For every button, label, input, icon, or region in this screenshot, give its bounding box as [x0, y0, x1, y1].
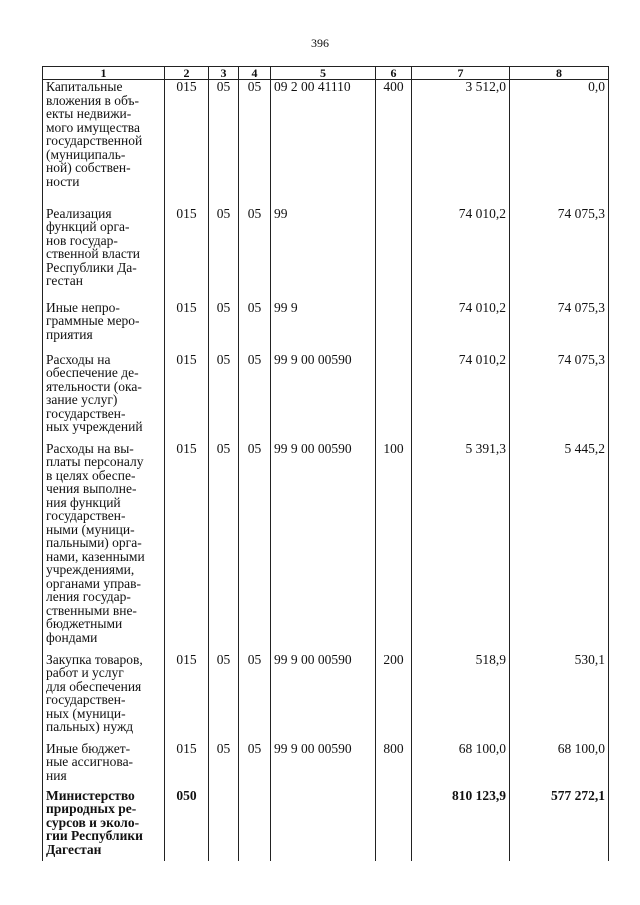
name-line: Расходы на вы- — [46, 440, 134, 456]
cell-subsection: 05 — [239, 301, 271, 353]
cell-sum-year2: 74 075,3 — [510, 353, 609, 442]
cell-expense-type: 400 — [376, 80, 412, 207]
cell-expense-type — [376, 789, 412, 861]
cell-sum-year1: 518,9 — [412, 653, 510, 742]
table-row — [43, 653, 609, 742]
cell-admin: 015 — [165, 742, 209, 789]
name-line: вложения в объ- — [46, 92, 140, 108]
cell-sum-year1: 74 010,2 — [412, 207, 510, 301]
name-line: ния — [46, 767, 67, 783]
name-line: ления государ- — [46, 589, 131, 604]
table-row — [43, 353, 609, 442]
cell-target-article: 99 9 00 00590 — [271, 742, 376, 789]
name-line: работ и услуг — [46, 665, 124, 680]
cell-sum-year2: 0,0 — [510, 80, 609, 207]
name-line: Министерство — [46, 787, 135, 803]
name-line: учреждениями, — [46, 562, 135, 577]
cell-admin: 015 — [165, 442, 209, 653]
cell-admin: 015 — [165, 207, 209, 301]
cell-name — [43, 742, 165, 789]
cell-sum-year1: 74 010,2 — [412, 353, 510, 442]
name-line: ственной власти — [46, 246, 141, 261]
cell-expense-type — [376, 353, 412, 442]
cell-sum-year1: 68 100,0 — [412, 742, 510, 789]
table-row — [43, 80, 609, 207]
cell-section: 05 — [209, 207, 239, 301]
name-line: природных ре- — [46, 801, 137, 816]
name-line: органами управ- — [46, 575, 141, 591]
name-line: платы персоналу — [46, 454, 144, 469]
name-line: пальными) орга- — [46, 535, 142, 550]
cell-name — [43, 80, 165, 207]
cell-sum-year1: 810 123,9 — [412, 789, 510, 861]
cell-name — [43, 301, 165, 353]
column-header: 1 — [43, 67, 165, 80]
name-line: Республики Да- — [46, 259, 137, 275]
name-line: ной) собствен- — [46, 160, 131, 175]
cell-expense-type — [376, 207, 412, 301]
table-row — [43, 742, 609, 789]
name-line: ных учреждений — [46, 419, 143, 434]
cell-target-article: 99 9 00 00590 — [271, 353, 376, 442]
cell-section: 05 — [209, 301, 239, 353]
name-line: Иные бюджет- — [46, 740, 131, 756]
cell-section: 05 — [209, 80, 239, 207]
name-line: гии Республики — [46, 828, 143, 843]
cell-section: 05 — [209, 653, 239, 742]
column-header: 3 — [209, 67, 239, 80]
name-line: граммные меро- — [46, 313, 140, 328]
cell-section: 05 — [209, 353, 239, 442]
name-line: для обеспечения — [46, 678, 142, 694]
name-line: государствен- — [46, 692, 126, 707]
cell-admin: 015 — [165, 353, 209, 442]
name-line: пальных) нужд — [46, 719, 134, 734]
cell-sum-year1: 3 512,0 — [412, 80, 510, 207]
name-line: государственной — [46, 133, 143, 148]
column-header: 5 — [271, 67, 376, 80]
cell-section: 05 — [209, 442, 239, 653]
name-line: Дагестан — [46, 841, 102, 857]
name-line: функций орга- — [46, 219, 130, 234]
name-line: нов государ- — [46, 232, 118, 248]
cell-name — [43, 442, 165, 653]
cell-sum-year2: 68 100,0 — [510, 742, 609, 789]
cell-name — [43, 353, 165, 442]
cell-target-article: 99 9 — [271, 301, 376, 353]
page-number: 396 — [311, 36, 329, 50]
cell-subsection: 05 — [239, 80, 271, 207]
name-line: мого имущества — [46, 119, 140, 135]
name-line: гестан — [46, 273, 83, 288]
name-line: фондами — [46, 629, 98, 645]
header-row — [43, 67, 609, 80]
name-line: ния функций — [46, 494, 121, 510]
cell-name — [43, 789, 165, 861]
cell-expense-type — [376, 301, 412, 353]
column-header: 6 — [376, 67, 412, 80]
table-body — [43, 80, 609, 861]
column-header: 2 — [165, 67, 209, 80]
cell-expense-type: 800 — [376, 742, 412, 789]
cell-target-article — [271, 789, 376, 861]
name-line: бюджетными — [46, 616, 123, 631]
table-row — [43, 207, 609, 301]
cell-subsection: 05 — [239, 207, 271, 301]
cell-name — [43, 207, 165, 301]
cell-admin: 015 — [165, 653, 209, 742]
cell-admin: 050 — [165, 789, 209, 861]
cell-subsection: 05 — [239, 742, 271, 789]
cell-sum-year2: 5 445,2 — [510, 442, 609, 653]
cell-admin: 015 — [165, 80, 209, 207]
name-line: зание услуг) — [46, 392, 118, 407]
cell-admin: 015 — [165, 301, 209, 353]
name-line: сурсов и эколо- — [46, 814, 140, 830]
name-line: государствен- — [46, 508, 126, 523]
cell-subsection: 05 — [239, 442, 271, 653]
cell-expense-type: 100 — [376, 442, 412, 653]
name-line: в целях обеспе- — [46, 467, 136, 483]
name-line: Капитальные — [46, 79, 123, 94]
name-line: ными (муници- — [46, 521, 135, 537]
name-line: Расходы на — [46, 351, 111, 367]
cell-subsection — [239, 789, 271, 861]
cell-section: 05 — [209, 742, 239, 789]
name-line: обеспечение де- — [46, 365, 139, 380]
name-line: Иные непро- — [46, 299, 120, 315]
cell-subsection: 05 — [239, 353, 271, 442]
name-line: приятия — [46, 326, 93, 342]
name-line: чения выполне- — [46, 481, 137, 496]
cell-target-article: 09 2 00 41110 — [271, 80, 376, 207]
cell-sum-year2: 74 075,3 — [510, 207, 609, 301]
name-line: государствен- — [46, 405, 126, 421]
cell-target-article: 99 — [271, 207, 376, 301]
cell-sum-year2: 74 075,3 — [510, 301, 609, 353]
cell-target-article: 99 9 00 00590 — [271, 653, 376, 742]
table-row — [43, 301, 609, 353]
name-line: нами, казенными — [46, 548, 145, 564]
table-row — [43, 442, 609, 653]
cell-target-article: 99 9 00 00590 — [271, 442, 376, 653]
name-line: Реализация — [46, 205, 112, 221]
name-line: ственными вне- — [46, 602, 137, 618]
column-header: 8 — [510, 67, 609, 80]
name-line: ятельности (ока- — [46, 378, 142, 394]
cell-sum-year1: 5 391,3 — [412, 442, 510, 653]
cell-subsection: 05 — [239, 653, 271, 742]
cell-sum-year1: 74 010,2 — [412, 301, 510, 353]
name-line: екты недвижи- — [46, 106, 132, 121]
name-line: (муниципаль- — [46, 146, 126, 162]
cell-sum-year2: 577 272,1 — [510, 789, 609, 861]
name-line: Закупка товаров, — [46, 651, 143, 667]
budget-table — [42, 66, 609, 861]
column-header: 4 — [239, 67, 271, 80]
cell-section — [209, 789, 239, 861]
cell-expense-type: 200 — [376, 653, 412, 742]
name-line: ности — [46, 173, 80, 189]
name-line: ных (муници- — [46, 705, 126, 721]
cell-name — [43, 653, 165, 742]
name-line: ные ассигнова- — [46, 754, 134, 769]
cell-sum-year2: 530,1 — [510, 653, 609, 742]
table-row — [43, 789, 609, 861]
column-header: 7 — [412, 67, 510, 80]
